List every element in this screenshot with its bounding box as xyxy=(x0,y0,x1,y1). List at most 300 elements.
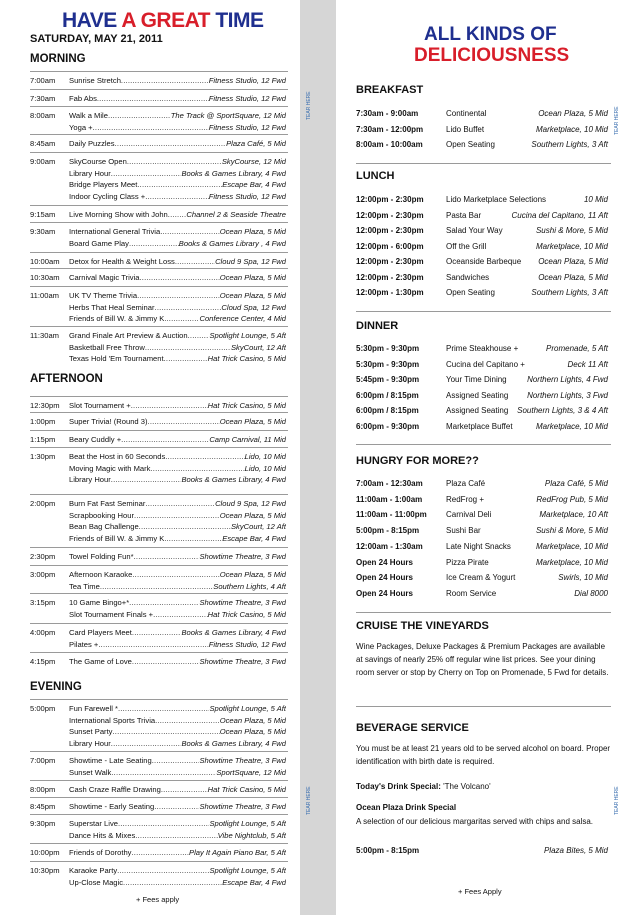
ocean-plaza-special-title: Ocean Plaza Drink Special xyxy=(356,803,457,812)
event-name: Karaoke Party xyxy=(69,866,118,875)
venue-location: Southern Lights, 3 & 4 Aft xyxy=(517,406,608,415)
lunch-row xyxy=(356,210,608,222)
time-range: 5:30pm - 9:30pm xyxy=(356,359,420,369)
leader-dots xyxy=(168,209,187,221)
event-location: Fitness Studio, 12 Fwd xyxy=(208,76,286,85)
event-name: Bean Bag Challenge xyxy=(69,522,139,531)
event-item xyxy=(69,416,286,428)
event-list xyxy=(69,818,286,841)
event-item xyxy=(69,581,286,593)
time-range: 12:00pm - 1:30pm xyxy=(356,288,424,297)
dinner-row xyxy=(356,390,608,402)
event-name: Bridge Players Meet xyxy=(69,180,138,189)
section-heading: MORNING xyxy=(30,53,86,65)
divider xyxy=(30,494,288,495)
event-location: Fitness Studio, 12 Fwd xyxy=(208,191,286,201)
time-label: 1:00pm xyxy=(30,417,56,426)
venue-location: Ocean Plaza, 5 Mid xyxy=(538,272,608,282)
hungry-row xyxy=(356,557,608,569)
time-range: 12:00am - 1:30am xyxy=(356,541,423,551)
divider xyxy=(30,652,288,653)
beverage-text: You must be at least 21 years old to be served alcohol on board. Proper identification with birth date is required. xyxy=(356,744,611,766)
divider xyxy=(356,444,611,445)
event-item xyxy=(69,226,286,238)
event-name: Library Hour xyxy=(69,738,111,748)
event-list xyxy=(69,138,286,150)
leader-dots xyxy=(117,865,209,877)
venue-location: Plaza Café, 5 Mid xyxy=(544,479,608,488)
time-label: 4:15pm xyxy=(30,657,56,666)
leader-dots xyxy=(93,122,209,134)
venue-name: Sushi Bar xyxy=(446,526,481,536)
venue-name: Assigned Seating xyxy=(446,390,509,400)
event-location: SportSquare, 12 Mid xyxy=(216,767,286,777)
event-location: Ocean Plaza, 5 Mid xyxy=(219,727,286,736)
lunch-row xyxy=(356,256,608,268)
time-label: 9:30pm xyxy=(30,819,56,828)
event-name: Showtime - Late Seating xyxy=(69,756,152,765)
time-label: 10:00am xyxy=(30,257,60,266)
event-location: Books & Games Library, 4 Fwd xyxy=(181,738,286,748)
beverage-heading: BEVERAGE SERVICE xyxy=(356,722,469,734)
leader-dots xyxy=(161,784,208,796)
event-location: SkyCourt, 12 Aft xyxy=(230,522,286,531)
event-name: Texas Hold 'Em Tournament xyxy=(69,354,164,363)
venue-name: RedFrog + xyxy=(446,494,485,504)
hungry-heading: HUNGRY FOR MORE?? xyxy=(356,455,479,467)
event-list xyxy=(69,801,286,813)
event-item xyxy=(69,738,286,750)
event-list xyxy=(69,272,286,284)
leader-dots xyxy=(166,533,222,545)
event-location: Spotlight Lounge, 5 Aft xyxy=(209,331,286,340)
event-location: Books & Games Library, 4 Fwd xyxy=(181,628,286,637)
venue-location: Marketplace, 10 Mid xyxy=(535,241,608,251)
leader-dots xyxy=(121,434,209,446)
leader-dots xyxy=(97,93,209,105)
event-item xyxy=(69,330,286,342)
event-location: Vibe Nightclub, 5 Aft xyxy=(217,830,286,840)
event-name: Up-Close Magic xyxy=(69,877,124,887)
leader-dots xyxy=(148,416,220,428)
event-item xyxy=(69,801,286,813)
time-label: 10:30am xyxy=(30,273,60,282)
event-item xyxy=(69,156,286,168)
dinner-row xyxy=(356,343,608,355)
event-name: Cash Craze Raffle Drawing xyxy=(69,785,161,794)
leader-dots xyxy=(111,738,182,750)
divider xyxy=(30,547,288,548)
time-label: 2:00pm xyxy=(30,499,56,508)
time-range: 11:00am - 1:00am xyxy=(356,494,423,504)
time-label: 12:30pm xyxy=(30,401,60,410)
event-item xyxy=(69,784,286,796)
time-label: 8:00pm xyxy=(30,785,56,794)
event-item xyxy=(69,627,286,639)
leader-dots xyxy=(118,703,209,715)
event-list xyxy=(69,400,286,412)
event-list xyxy=(69,569,286,592)
time-label: 9:30am xyxy=(30,227,56,236)
divider xyxy=(30,447,288,448)
event-list xyxy=(69,290,286,325)
lunch-row xyxy=(356,287,608,299)
event-location: Showtime Theatre, 3 Fwd xyxy=(199,598,286,607)
leader-dots xyxy=(134,551,200,563)
hungry-row xyxy=(356,478,608,490)
dinner-row xyxy=(356,421,608,433)
event-location: Showtime Theatre, 3 Fwd xyxy=(199,756,286,765)
event-list xyxy=(69,597,286,620)
venue-location: Southern Lights, 3 Aft xyxy=(531,140,608,149)
event-name: Live Morning Show with John xyxy=(69,210,168,219)
event-name: Sunrise Stretch xyxy=(69,76,121,85)
event-list xyxy=(69,93,286,105)
event-item xyxy=(69,551,286,563)
event-name: Towel Folding Fun* xyxy=(69,552,134,561)
time-label: 10:30pm xyxy=(30,866,60,875)
dining-title-line1: ALL KINDS OF xyxy=(424,24,557,45)
venue-location: Marketplace, 10 Mid xyxy=(535,124,608,134)
time-range: 5:30pm - 9:30pm xyxy=(356,344,420,353)
leader-dots xyxy=(165,451,244,463)
event-name: Super Trivia! (Round 3) xyxy=(69,417,148,426)
breakfast-heading: BREAKFAST xyxy=(356,84,424,96)
time-range: 7:30am - 9:00am xyxy=(356,109,419,118)
event-location: Ocean Plaza, 5 Mid xyxy=(219,291,286,300)
venue-name: Lido Buffet xyxy=(446,124,485,134)
event-item xyxy=(69,400,286,412)
time-range: 6:00pm / 8:15pm xyxy=(356,390,419,400)
leader-dots xyxy=(132,627,182,639)
leader-dots xyxy=(111,474,182,486)
divider xyxy=(30,593,288,594)
ocean-plaza-special-text: A selection of our delicious margaritas served with chips and salsa. xyxy=(356,817,594,826)
event-item xyxy=(69,138,286,150)
event-location: Hat Trick Casino, 5 Mid xyxy=(207,785,286,794)
divider xyxy=(30,412,288,413)
time-range: Open 24 Hours xyxy=(356,573,413,583)
time-label: 8:00am xyxy=(30,111,56,120)
event-location: Fitness Studio, 12 Fwd xyxy=(208,639,286,649)
event-list xyxy=(69,434,286,446)
event-name: International General Trivia xyxy=(69,227,161,236)
leader-dots xyxy=(160,226,220,238)
event-item xyxy=(69,865,286,877)
divider xyxy=(30,152,288,153)
event-name: Beat the Host in 60 Seconds xyxy=(69,452,166,461)
divider xyxy=(30,797,288,798)
venue-name: Sandwiches xyxy=(446,272,490,282)
event-location: SkyCourse, 12 Mid xyxy=(221,157,286,166)
hungry-row xyxy=(356,525,608,537)
venue-location: Swirls, 10 Mid xyxy=(558,573,608,583)
event-location: Hat Trick Casino, 5 Mid xyxy=(207,401,286,410)
event-item xyxy=(69,272,286,284)
hungry-row xyxy=(356,509,608,521)
venue-name: Pizza Pirate xyxy=(446,557,489,567)
divider xyxy=(30,843,288,844)
venue-location: Marketplace, 10 Mid xyxy=(535,541,608,551)
time-label: 7:30am xyxy=(30,94,56,103)
event-list xyxy=(69,755,286,778)
hungry-row xyxy=(356,494,608,506)
time-range: 7:30am - 12:00pm xyxy=(356,124,424,134)
tear-here-label: TEAR HERE xyxy=(614,106,620,135)
event-location: Conference Center, 4 Mid xyxy=(199,314,286,323)
event-name: Fab Abs xyxy=(69,94,97,103)
event-list xyxy=(69,627,286,650)
section-heading: AFTERNOON xyxy=(30,373,103,385)
event-item xyxy=(69,313,286,325)
dining-page xyxy=(336,0,623,915)
event-name: Pilates + xyxy=(69,639,99,649)
event-location: The Track @ SportSquare, 12 Mid xyxy=(170,111,286,120)
divider xyxy=(356,706,611,707)
time-label: 9:00am xyxy=(30,157,56,166)
divider xyxy=(30,71,288,72)
event-location: Hat Trick Casino, 5 Mid xyxy=(207,354,286,363)
leader-dots xyxy=(129,238,179,250)
divider xyxy=(30,565,288,566)
leader-dots xyxy=(115,138,226,150)
event-item xyxy=(69,75,286,87)
event-location: Camp Carnival, 11 Mid xyxy=(209,435,286,444)
event-name: UK TV Theme Trivia xyxy=(69,291,138,300)
venue-location: Dial 8000 xyxy=(574,588,608,598)
divider xyxy=(30,751,288,752)
event-location: Spotlight Lounge, 5 Aft xyxy=(209,866,286,875)
divider xyxy=(30,205,288,206)
divider xyxy=(30,268,288,269)
leader-dots xyxy=(145,191,209,203)
venue-name: Continental xyxy=(446,109,487,118)
event-list xyxy=(69,498,286,544)
event-location: Showtime Theatre, 3 Fwd xyxy=(199,802,286,811)
hungry-row xyxy=(356,541,608,553)
time-label: 3:00pm xyxy=(30,570,56,579)
event-name: Scrapbooking Hour xyxy=(69,510,135,520)
event-name: Board Game Play xyxy=(69,238,129,248)
breakfast-row xyxy=(356,108,608,120)
leader-dots xyxy=(152,755,200,767)
hungry-row xyxy=(356,572,608,584)
dinner-heading: DINNER xyxy=(356,320,399,332)
event-item xyxy=(69,703,286,715)
venue-name: Ice Cream & Yogurt xyxy=(446,573,516,583)
event-item xyxy=(69,342,286,354)
leader-dots xyxy=(139,521,231,533)
leader-dots xyxy=(155,715,220,727)
event-name: Friends of Dorothy xyxy=(69,848,132,857)
tear-here-label: TEAR HERE xyxy=(306,91,312,120)
event-list xyxy=(69,784,286,796)
event-name: International Sports Trivia xyxy=(69,715,156,725)
event-list xyxy=(69,847,286,859)
venue-location: Deck 11 Aft xyxy=(567,359,608,369)
divider xyxy=(30,134,288,135)
event-name: Sunset Party xyxy=(69,727,113,736)
leader-dots xyxy=(132,656,200,668)
event-name: Walk a Mile xyxy=(69,111,108,120)
vineyards-text: Wine Packages, Deluxe Packages & Premium Packages are available at savings of nearly 25% off regular wine list prices. See your dining room server or stop by Cherry on Top on Promenade, 5 Fwd for details. xyxy=(356,642,609,677)
event-location: Books & Games Library, 4 Fwd xyxy=(181,475,286,484)
event-location: Southern Lights, 4 Aft xyxy=(213,581,286,591)
event-list xyxy=(69,451,286,486)
divider xyxy=(30,623,288,624)
time-range: 12:00pm - 2:30pm xyxy=(356,226,424,235)
event-name: 10 Game Bingo+* xyxy=(69,598,130,607)
venue-name: Open Seating xyxy=(446,140,495,149)
time-range: Open 24 Hours xyxy=(356,557,413,567)
time-range: 6:00pm - 9:30pm xyxy=(356,421,420,431)
dining-title-line2: DELICIOUSNESS xyxy=(414,45,570,66)
event-list xyxy=(69,110,286,133)
event-location: Spotlight Lounge, 5 Aft xyxy=(209,819,286,828)
lunch-row xyxy=(356,272,608,284)
time-label: 11:00am xyxy=(30,291,59,300)
leader-dots xyxy=(111,767,216,779)
tear-here-label: TEAR HERE xyxy=(614,786,620,815)
event-item xyxy=(69,656,286,668)
time-range: 7:00am - 12:30am xyxy=(356,479,423,488)
venue-name: Carnival Deli xyxy=(446,510,492,520)
time-range: 5:45pm - 9:30pm xyxy=(356,375,420,384)
leader-dots xyxy=(137,290,220,302)
leader-dots xyxy=(123,877,222,889)
time-range: 11:00am - 11:00pm xyxy=(356,510,427,520)
lunch-row xyxy=(356,194,608,206)
time-range: 12:00pm - 2:30pm xyxy=(356,272,424,282)
event-item xyxy=(69,521,286,533)
event-item xyxy=(69,609,286,621)
event-list xyxy=(69,156,286,202)
event-item xyxy=(69,110,286,122)
event-list xyxy=(69,256,286,268)
event-item xyxy=(69,451,286,463)
time-label: 11:30am xyxy=(30,331,59,340)
drink-special: Today's Drink Special: 'The Volcano' xyxy=(356,782,491,791)
event-list xyxy=(69,209,286,221)
breakfast-row xyxy=(356,124,608,136)
event-list xyxy=(69,75,286,87)
venue-name: Pasta Bar xyxy=(446,210,482,220)
event-item xyxy=(69,639,286,651)
event-name: Sunset Walk xyxy=(69,767,112,777)
event-item xyxy=(69,238,286,250)
event-location: Lido, 10 Mid xyxy=(244,452,286,461)
event-item xyxy=(69,755,286,767)
leader-dots xyxy=(111,168,182,180)
venue-location: Northern Lights, 4 Fwd xyxy=(527,375,608,384)
leader-dots xyxy=(108,110,171,122)
time-range: 8:00am - 10:00am xyxy=(356,140,423,149)
lunch-row xyxy=(356,225,608,237)
time-label: 9:15am xyxy=(30,210,56,219)
leader-dots xyxy=(98,639,208,651)
event-list xyxy=(69,330,286,365)
event-name: Moving Magic with Mark xyxy=(69,463,151,473)
event-item xyxy=(69,510,286,522)
venue-location: Southern Lights, 3 Aft xyxy=(531,288,608,297)
event-item xyxy=(69,434,286,446)
leader-dots xyxy=(135,830,217,842)
page-gutter xyxy=(300,0,336,915)
time-label: 3:15pm xyxy=(30,598,56,607)
venue-name: Lido Marketplace Selections xyxy=(446,195,547,204)
vineyards-heading: CRUISE THE VINEYARDS xyxy=(356,620,489,632)
event-item xyxy=(69,209,286,221)
event-location: Showtime Theatre, 3 Fwd xyxy=(199,657,286,666)
event-location: Plaza Café, 5 Mid xyxy=(226,139,286,148)
divider xyxy=(356,311,611,312)
event-location: Lido, 10 Mid xyxy=(244,463,286,473)
divider xyxy=(30,861,288,862)
event-location: Showtime Theatre, 3 Fwd xyxy=(199,552,286,561)
event-item xyxy=(69,353,286,365)
event-item xyxy=(69,191,286,203)
leader-dots xyxy=(134,510,220,522)
event-location: Fitness Studio, 12 Fwd xyxy=(208,122,286,132)
time-range: 12:00pm - 2:30pm xyxy=(356,257,424,266)
event-name: Herbs That Heal Seminar xyxy=(69,302,155,312)
event-location: Cloud Spa, 12 Fwd xyxy=(221,302,286,312)
leader-dots xyxy=(131,847,189,859)
venue-location: Marketplace, 10 Mid xyxy=(535,557,608,567)
event-location: Escape Bar, 4 Fwd xyxy=(222,877,286,887)
divider xyxy=(30,814,288,815)
time-label: 10:00pm xyxy=(30,848,60,857)
event-name: Superstar Live xyxy=(69,819,118,828)
venue-name: Marketplace Buffet xyxy=(446,421,513,431)
event-name: Fun Farewell * xyxy=(69,704,118,713)
event-item xyxy=(69,302,286,314)
leader-dots xyxy=(166,313,199,325)
event-item xyxy=(69,847,286,859)
venue-location: Ocean Plaza, 5 Mid xyxy=(538,109,608,118)
divider xyxy=(30,326,288,327)
event-location: Ocean Plaza, 5 Mid xyxy=(219,715,286,725)
venue-location: Sushi & More, 5 Mid xyxy=(535,526,608,536)
leader-dots xyxy=(155,302,222,314)
leader-dots xyxy=(145,498,215,510)
event-name: Slot Tournament + xyxy=(69,401,131,410)
event-item xyxy=(69,474,286,486)
leader-dots xyxy=(137,179,222,191)
tear-here-label: TEAR HERE xyxy=(306,786,312,815)
event-name: Yoga + xyxy=(69,122,93,132)
leader-dots xyxy=(175,256,215,268)
event-item xyxy=(69,463,286,475)
event-list xyxy=(69,865,286,888)
divider xyxy=(30,222,288,223)
event-name: Library Hour xyxy=(69,168,111,178)
event-list xyxy=(69,551,286,563)
ocean-plaza-special-row: 5:00pm - 8:15pm Plaza Bites, 5 Mid xyxy=(356,846,608,855)
dinner-row xyxy=(356,405,608,417)
event-location: Escape Bar, 4 Fwd xyxy=(222,533,286,543)
event-item xyxy=(69,726,286,738)
time-range: 5:00pm - 8:15pm xyxy=(356,526,420,536)
event-location: Spotlight Lounge, 5 Aft xyxy=(209,704,286,713)
divider xyxy=(30,89,288,90)
breakfast-row xyxy=(356,139,608,151)
event-name: Burn Fat Fast Seminar xyxy=(69,499,146,508)
divider xyxy=(356,163,611,164)
leader-dots xyxy=(153,609,208,621)
time-label: 1:15pm xyxy=(30,435,56,444)
event-location: Ocean Plaza, 5 Mid xyxy=(219,417,286,426)
